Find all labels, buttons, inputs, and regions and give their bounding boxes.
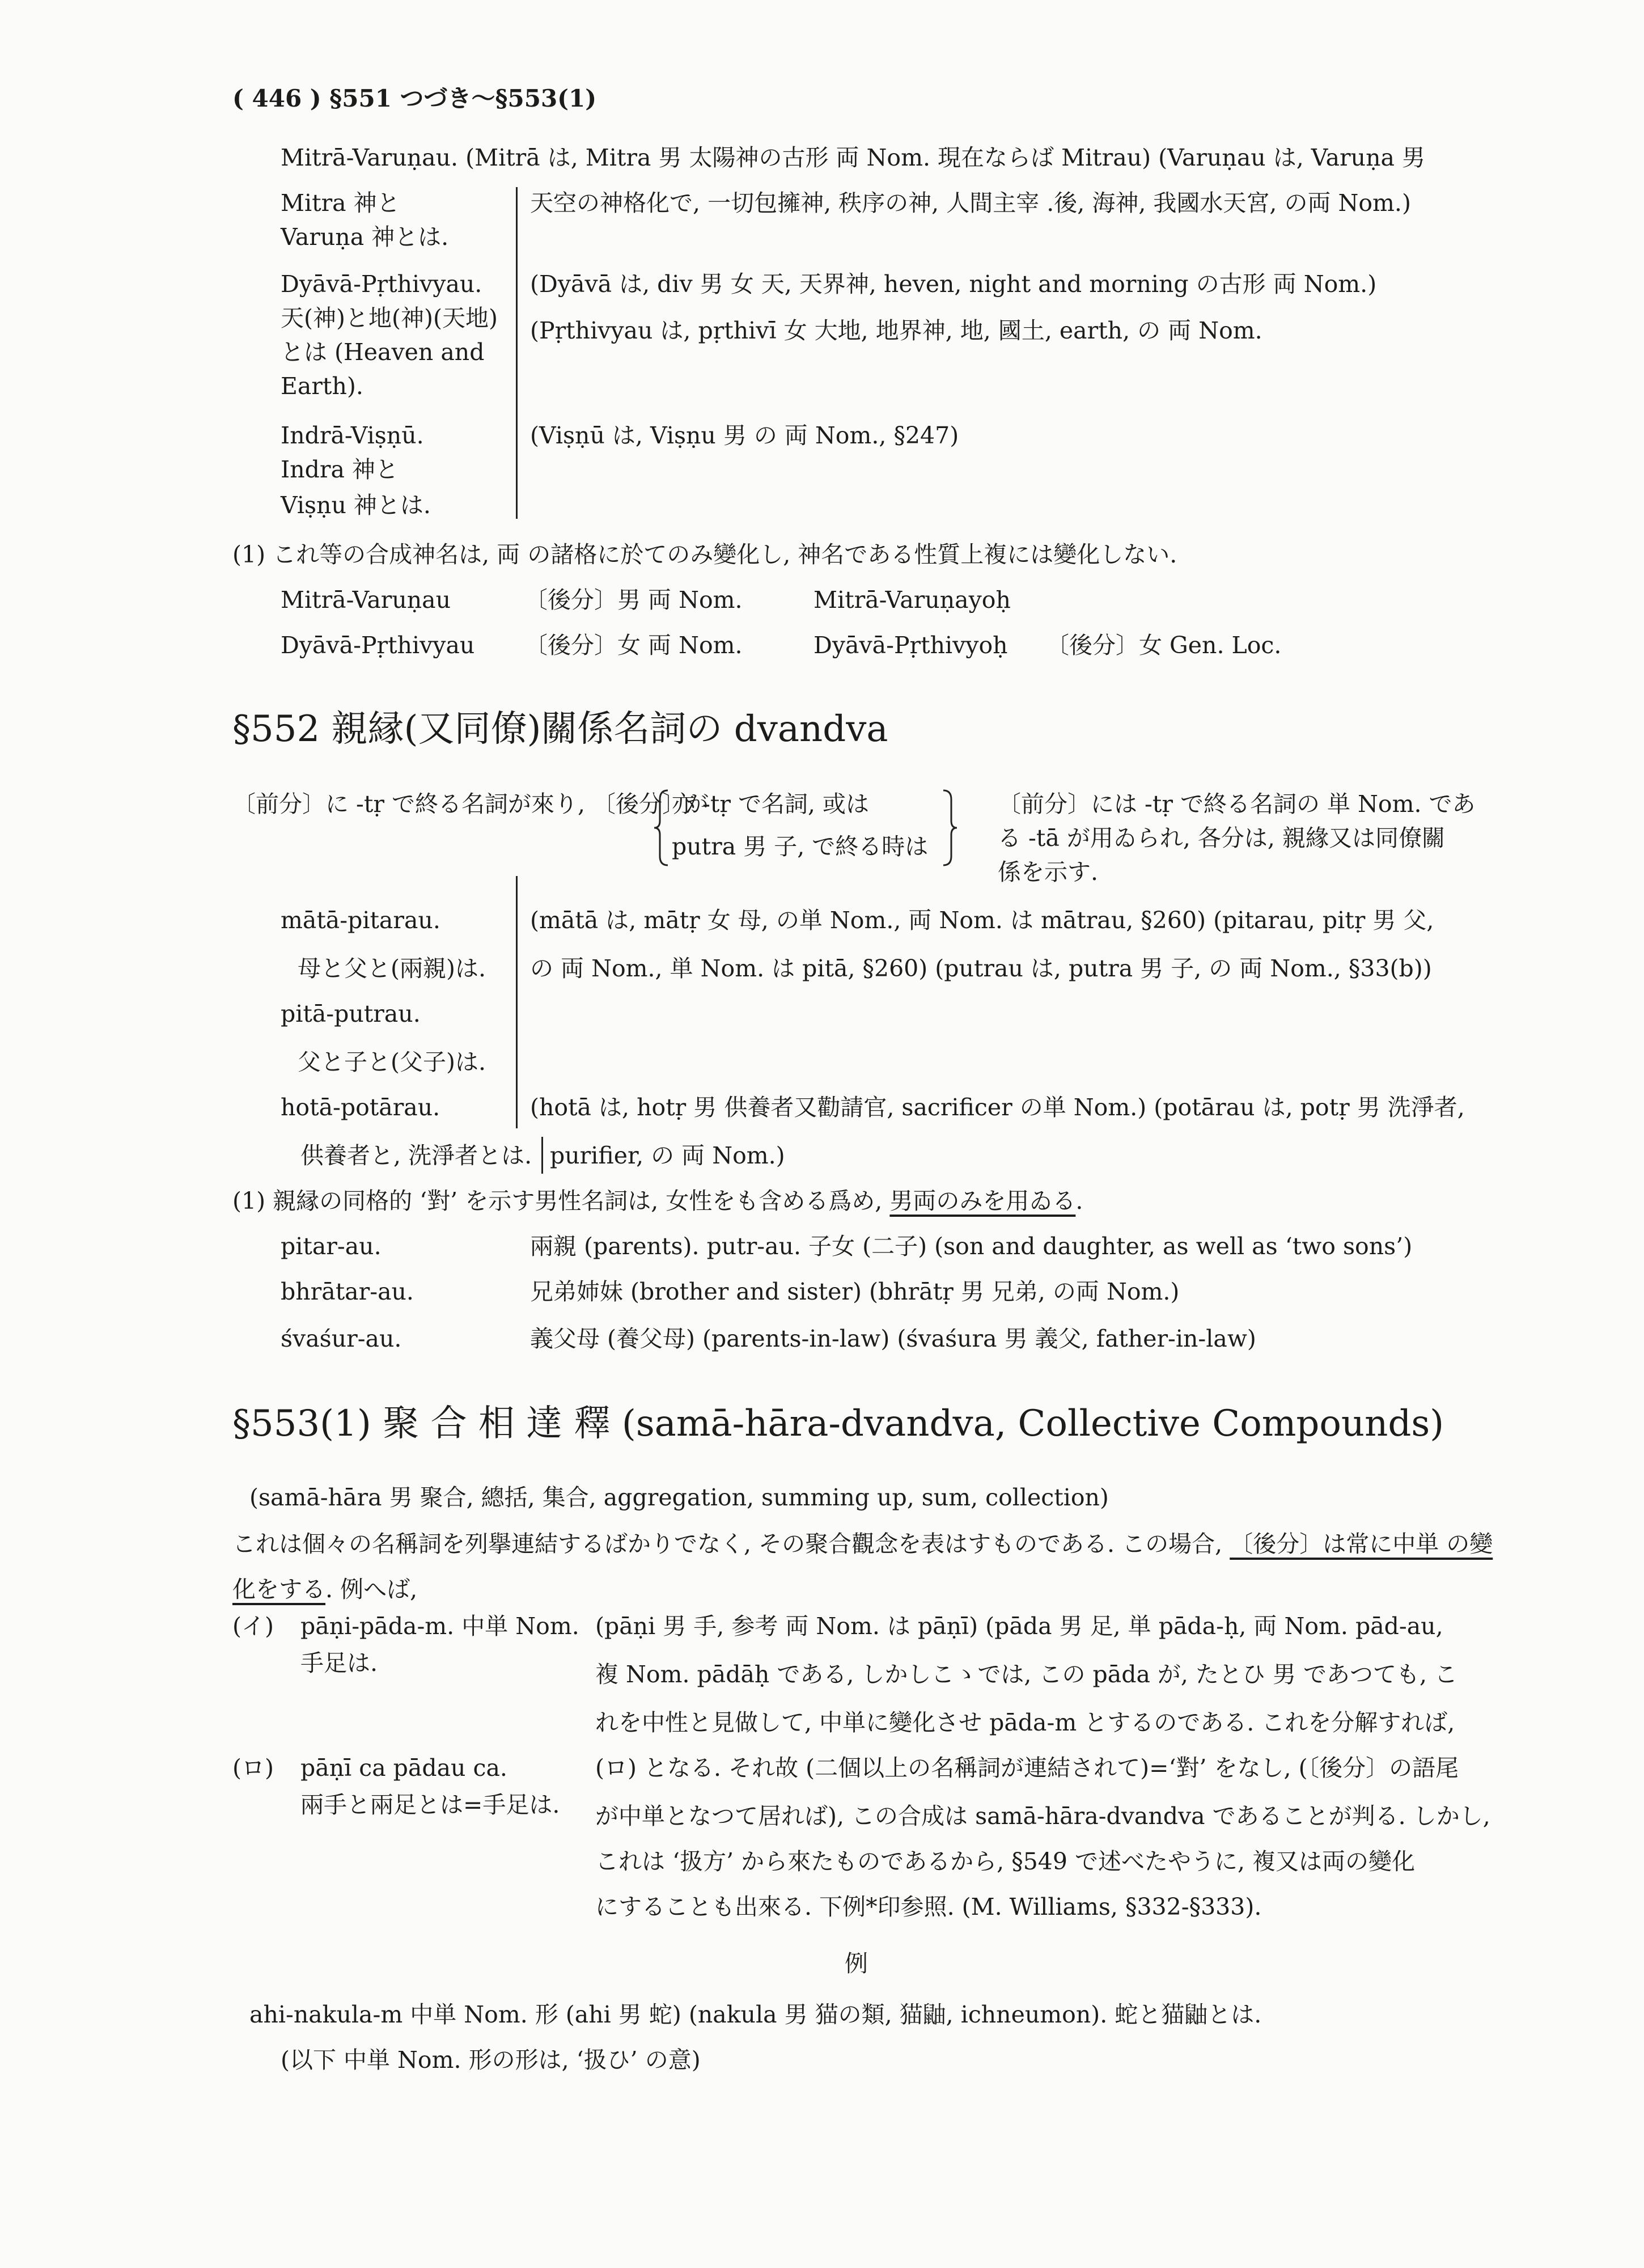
s552-explanation-2: の 両 Nom., 単 Nom. は pitā, §260) (putrau は, putra 男 子, の 両 Nom., §33(b)) <box>530 955 1432 982</box>
s553-explanation-7: にすることも出來る. 下例*印参照. (M. Williams, §332-§333). <box>595 1893 1262 1920</box>
example-note: (以下 中単 Nom. 形の形は, ‘扱ひ’ の意) <box>281 2046 701 2074</box>
prthivyau-explanation: (Pṛthivyau は, pṛthivī 女 大地, 地界神, 地, 國土, earth, の 両 Nom. <box>530 317 1262 344</box>
s552-intro-c-3: 係を示す. <box>998 858 1099 886</box>
note-form: Mitrā-Varuṇayoḥ <box>813 586 1011 613</box>
right-brace <box>941 788 959 868</box>
note-term: Dyāvā-Pṛthivyau <box>281 632 475 659</box>
dyava-explanation: (Dyāvā は, div 男 女 天, 天界神, heven, night and morning の古形 両 Nom.) <box>530 270 1377 298</box>
para-emphasis: 化をする <box>232 1576 325 1603</box>
s552-explanation-1: (mātā は, mātṛ 女 母, の単 Nom., 両 Nom. は mātrau, §260) (pitarau, pitṛ 男 父, <box>530 907 1434 934</box>
s552-note-1 <box>232 1188 1083 1215</box>
dyava-term: Dyāvā-Pṛthivyau. <box>281 270 482 298</box>
s552-intro-c-2: る -tā が用ゐられ, 各分は, 親緣又は同僚關 <box>998 824 1445 852</box>
s553-para-2 <box>232 1576 417 1603</box>
example-ahi-nakula: ahi-nakula-m 中単 Nom. 形 (ahi 男 蛇) (nakula 男 猫の類, 猫鼬, ichneumon). 蛇と猫鼬とは. <box>249 2001 1262 2028</box>
note-case: 〔後分〕女 両 Nom. <box>524 632 743 659</box>
term-hota-potarau: hotā-potārau. <box>281 1094 440 1121</box>
example-gloss: 義父母 (養父母) (parents-in-law) (śvaśura 男 義父, father-in-law) <box>530 1325 1256 1352</box>
example-gloss: 兩親 (parents). putr-au. 子女 (二子) (son and daughter, as well as ‘two sons’) <box>530 1233 1413 1260</box>
section-553-title: §553(1) 聚 合 相 達 釋 (samā-hāra-dvandva, Collective Compounds) <box>232 1403 1444 1445</box>
bracket-line <box>516 187 518 519</box>
term-pita-putrau: pitā-putrau. <box>281 1000 421 1027</box>
gloss-hands-feet: 兩手と兩足とは=手足は. <box>300 1791 560 1818</box>
para-text: . 例へば, <box>325 1576 418 1603</box>
dyava-gloss-3: Earth). <box>281 373 363 400</box>
s552-intro-c-1: 〔前分〕には -tṛ で終る名詞の 単 Nom. であ <box>998 790 1476 818</box>
example-term: pitar-au. <box>281 1233 382 1260</box>
note-text: (1) 親縁の同格的 ‘對’ を示す男性名詞は, 女性をも含める爲め, <box>232 1187 890 1215</box>
vishnu-explanation: (Viṣṇū は, Viṣṇu 男 の 両 Nom., §247) <box>530 422 959 449</box>
gloss-parents: 母と父と(兩親)は. <box>298 955 486 982</box>
note-1: (1) これ等の合成神名は, 両 の諸格に於てのみ變化し, 神名である性質上複には變化しない. <box>232 541 1177 568</box>
s553-explanation-1: (pāṇi 男 手, 参考 両 Nom. は pāṇī) (pāda 男 足, 単 pāda-ḥ, 両 Nom. pād-au, <box>595 1613 1443 1640</box>
section-552-title: §552 親縁(又同僚)關係名詞の dvandva <box>232 708 888 750</box>
dyava-gloss-2: とは (Heaven and <box>281 338 485 366</box>
para-emphasis: 〔後分〕は常に中単 の變 <box>1230 1530 1493 1558</box>
gloss-father-son: 父と子と(父子)は. <box>298 1048 486 1076</box>
bracket-line <box>516 876 518 1128</box>
indra-gloss-1: Indra 神と <box>281 456 399 483</box>
example-term: bhrātar-au. <box>281 1278 414 1305</box>
mitra-varuna-gloss-2: Varuṇa 神とは. <box>281 223 449 251</box>
example-gloss: 兄弟姉妹 (brother and sister) (bhrātṛ 男 兄弟, の両 Nom.) <box>530 1278 1180 1305</box>
s552-explanation-3: (hotā は, hotṛ 男 供養者又勸請官, sacrificer の単 Nom.) (potārau は, potṛ 男 洗淨者, <box>530 1094 1465 1121</box>
s553-gloss: (samā-hāra 男 聚合, 總括, 集合, aggregation, summing up, sum, collection) <box>249 1484 1109 1511</box>
gloss-limbs: 手足は. <box>300 1649 378 1677</box>
bracket-line <box>541 1137 543 1174</box>
s553-explanation-6: これは ‘扱方’ から來たものであるから, §549 で述べたやうに, 複又は両の變化 <box>595 1848 1416 1875</box>
s552-intro-b2: putra 男 子, で終る時は <box>672 833 929 860</box>
s553-explanation-3: れを中性と見做して, 中単に變化させ pāda-m とするのである. これを分解すれば, <box>595 1709 1455 1736</box>
indra-gloss-2: Viṣṇu 神とは. <box>281 492 431 519</box>
note-emphasis: 男両のみを用ゐる <box>889 1187 1076 1215</box>
term-mata-pitarau: mātā-pitarau. <box>281 907 440 934</box>
indra-term: Indrā-Viṣṇū. <box>281 422 424 449</box>
s552-explanation-4: purifier, の 両 Nom.) <box>550 1142 785 1169</box>
note-term: Mitrā-Varuṇau <box>281 586 451 613</box>
mitra-varuna-explanation: 天空の神格化で, 一切包擁神, 秩序の神, 人間主宰 .後, 海神, 我國水天宮, の両 Nom.) <box>530 189 1411 217</box>
gloss-sacrificer: 供養者と, 洗淨者とは. <box>300 1142 532 1169</box>
s553-explanation-5: が中単となつて居れば), この合成は samā-hāra-dvandva であることが判る. しかし, <box>595 1802 1490 1830</box>
running-header: ( 446 ) §551 つづき～§553(1) <box>232 84 597 112</box>
dyava-gloss-1: 天(神)と地(神)(天地) <box>281 304 498 332</box>
s552-intro-b1: 亦 -tṛ で名詞, 或は <box>672 790 870 818</box>
para-text: これは個々の名稱詞を列擧連結するばかりでなく, その聚合觀念を表はすものである. この場合, <box>232 1530 1230 1558</box>
term-pani-pada-m: pāṇi-pāda-m. 中単 Nom. <box>300 1613 579 1640</box>
note-case-2: 〔後分〕女 Gen. Loc. <box>1046 632 1282 659</box>
example-term: śvaśur-au. <box>281 1325 402 1352</box>
left-brace <box>652 788 670 868</box>
note-case: 〔後分〕男 両 Nom. <box>524 586 743 613</box>
s553-explanation-2: 複 Nom. pādāḥ である, しかしこゝでは, この pāda が, たとひ 男 であつても, こ <box>595 1661 1458 1688</box>
note-end: . <box>1075 1187 1083 1215</box>
label-ro: (ロ) <box>232 1754 274 1782</box>
s553-para-1 <box>232 1531 1493 1558</box>
mitra-varuna-line: Mitrā-Varuṇau. (Mitrā は, Mitra 男 太陽神の古形 両 Nom. 現在ならば Mitrau) (Varuṇau は, Varuṇa 男 <box>281 144 1425 171</box>
label-i: (イ) <box>232 1613 274 1640</box>
note-form: Dyāvā-Pṛthivyoḥ <box>813 632 1008 659</box>
term-pani-ca-padau-ca: pāṇī ca pādau ca. <box>300 1754 507 1782</box>
mitra-varuna-gloss-1: Mitra 神と <box>281 189 400 217</box>
s553-explanation-4: (ロ) となる. それ故 (二個以上の名稱詞が連結されて)=‘對’ をなし, (〔後分〕の語尾 <box>595 1754 1459 1782</box>
s552-intro-a: 〔前分〕に -tṛ で終る名詞が來り, 〔後分〕が <box>232 790 709 818</box>
example-heading: 例 <box>845 1950 868 1977</box>
